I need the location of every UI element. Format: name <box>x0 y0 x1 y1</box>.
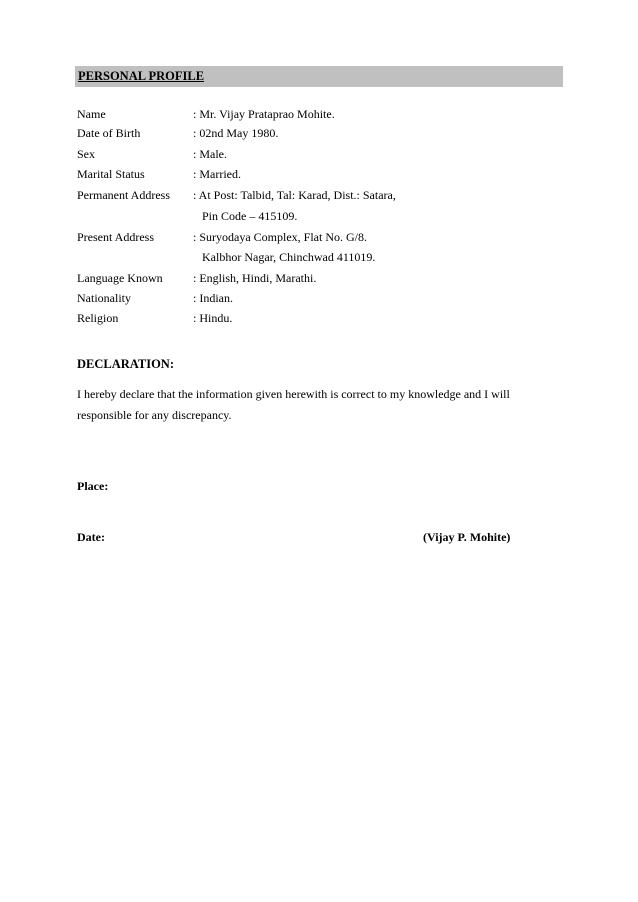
religion-value: : Hindu. <box>193 311 233 325</box>
sex-label: Sex <box>77 147 95 161</box>
name-label: Name <box>77 107 106 121</box>
dob-value: : 02nd May 1980. <box>193 126 279 140</box>
marital-label: Marital Status <box>77 167 145 181</box>
signature-name: (Vijay P. Mohite) <box>423 530 511 544</box>
permanent-address-label: Permanent Address <box>77 188 170 202</box>
dob-label: Date of Birth <box>77 126 141 140</box>
name-value: : Mr. Vijay Prataprao Mohite. <box>193 107 335 121</box>
permanent-address-value: : At Post: Talbid, Tal: Karad, Dist.: Satara, <box>193 188 396 202</box>
nationality-label: Nationality <box>77 291 131 305</box>
language-label: Language Known <box>77 271 163 285</box>
language-value: : English, Hindi, Marathi. <box>193 271 317 285</box>
present-address-value: : Suryodaya Complex, Flat No. G/8. <box>193 230 367 244</box>
personal-profile-header <box>75 66 563 87</box>
present-address-line2: Kalbhor Nagar, Chinchwad 411019. <box>202 250 376 264</box>
present-address-label: Present Address <box>77 230 154 244</box>
religion-label: Religion <box>77 311 119 325</box>
section-title: PERSONAL PROFILE <box>78 69 205 83</box>
sex-value: : Male. <box>193 147 227 161</box>
nationality-value: : Indian. <box>193 291 233 305</box>
declaration-title: DECLARATION: <box>77 357 174 371</box>
place-label: Place: <box>77 479 109 493</box>
declaration-text: I hereby declare that the information given herewith is correct to my knowledge and I will responsible for any discrepancy. <box>77 387 510 422</box>
permanent-address-pin: Pin Code – 415109. <box>202 209 298 223</box>
date-label: Date: <box>77 530 105 544</box>
marital-value: : Married. <box>193 167 241 181</box>
